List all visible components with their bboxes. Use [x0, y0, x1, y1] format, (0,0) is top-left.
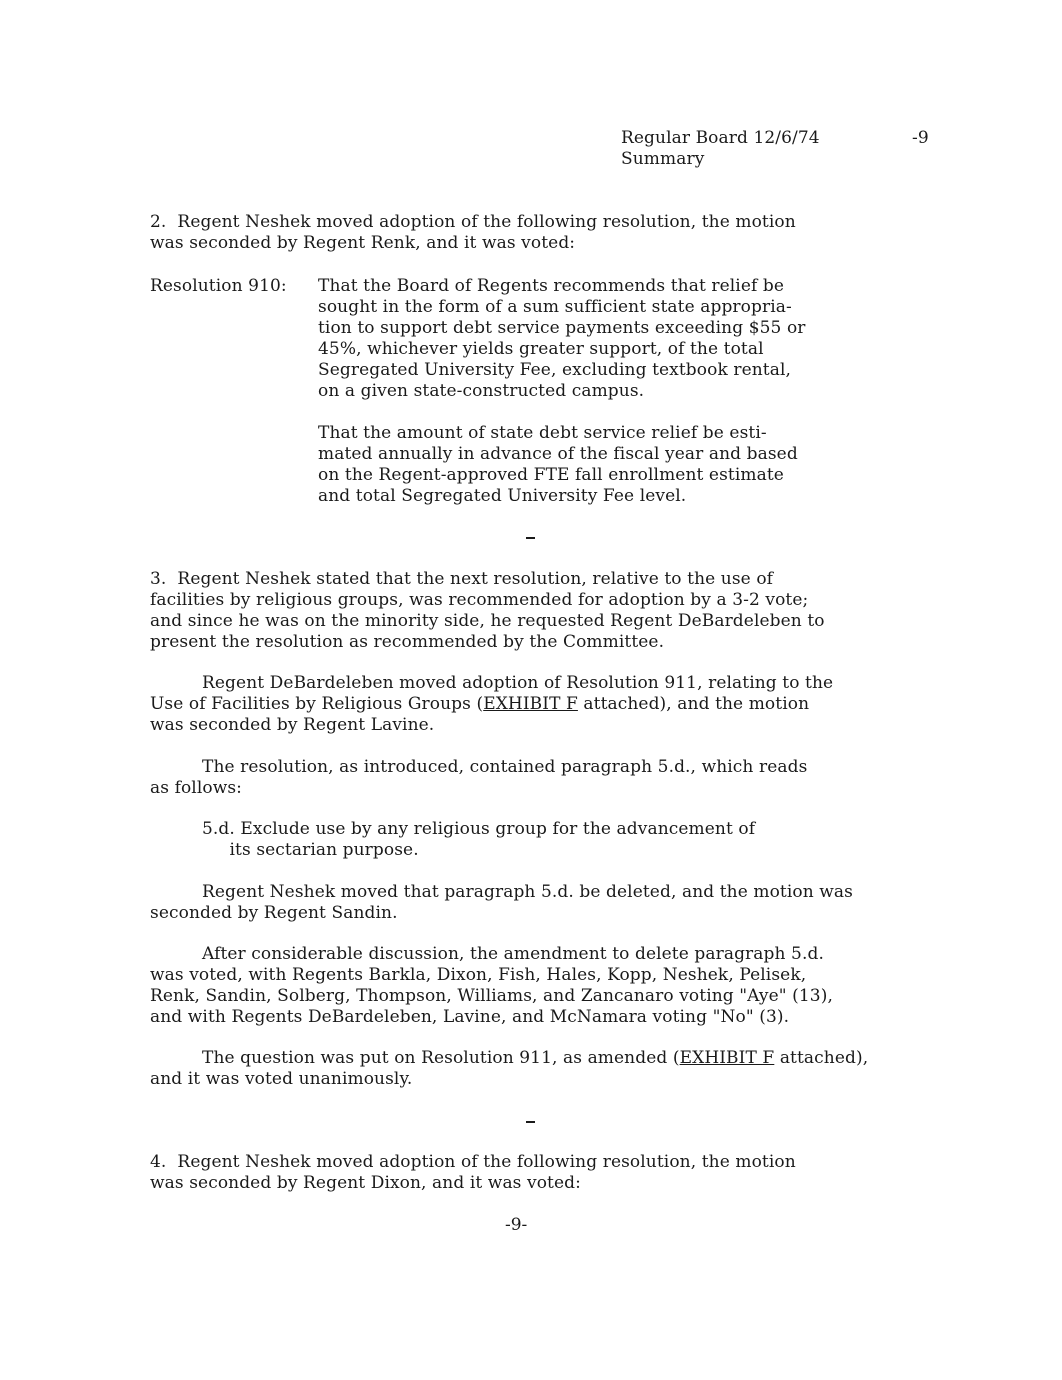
debardeleben-line-2-post: attached), and the motion — [577, 694, 810, 714]
resolution-910-p1-line-3: tion to support debt service payments exceeding $55 or — [318, 318, 806, 338]
resolution-910-p1-line-6: on a given state-constructed campus. — [318, 381, 645, 401]
exhibit-f-reference: EXHIBIT F — [483, 694, 578, 714]
question-line-2: and it was voted unanimously. — [150, 1069, 413, 1089]
resolution-910-p1-line-2: sought in the form of a sum sufficient state appropria- — [318, 297, 792, 317]
item-3-line-4: present the resolution as recommended by the Committee. — [150, 632, 665, 652]
footer-page-number: -9- — [505, 1215, 528, 1235]
paragraph-5d-line-1: 5.d. Exclude use by any religious group for the advancement of — [202, 819, 756, 839]
resolution-910-p1-line-4: 45%, whichever yields greater support, of the total — [318, 339, 764, 359]
delete-motion-line-2: seconded by Regent Sandin. — [150, 903, 398, 923]
exhibit-f-reference-2: EXHIBIT F — [679, 1048, 775, 1068]
item-3-line-2: facilities by religious groups, was recommended for adoption by a 3-2 vote; — [150, 590, 809, 610]
question-line-1-post: attached), — [774, 1048, 869, 1068]
discussion-line-4: and with Regents DeBardeleben, Lavine, and McNamara voting "No" (3). — [150, 1007, 790, 1027]
discussion-line-2: was voted, with Regents Barkla, Dixon, Fish, Hales, Kopp, Neshek, Pelisek, — [150, 965, 807, 985]
resolution-910-p2-line-2: mated annually in advance of the fiscal year and based — [318, 444, 798, 464]
resolution-910-label: Resolution 910: — [150, 276, 287, 296]
discussion-line-1: After considerable discussion, the amendment to delete paragraph 5.d. — [202, 944, 824, 964]
header-title: Regular Board 12/6/74 — [621, 128, 820, 148]
header-page-ref: -9 — [912, 128, 929, 148]
debardeleben-line-1: Regent DeBardeleben moved adoption of Resolution 911, relating to the — [202, 673, 834, 693]
paragraph-5d-line-2: its sectarian purpose. — [202, 840, 419, 860]
resolution-910-p2-line-1: That the amount of state debt service relief be esti- — [318, 423, 767, 443]
item-2-line-2: was seconded by Regent Renk, and it was voted: — [150, 233, 576, 253]
delete-motion-line-1: Regent Neshek moved that paragraph 5.d. be deleted, and the motion was — [202, 882, 853, 902]
item-4-line-1: 4. Regent Neshek moved adoption of the following resolution, the motion — [150, 1152, 796, 1172]
resolution-910-p1-line-1: That the Board of Regents recommends that relief be — [318, 276, 785, 296]
item-4-line-2: was seconded by Regent Dixon, and it was voted: — [150, 1173, 581, 1193]
item-2-line-1: 2. Regent Neshek moved adoption of the following resolution, the motion — [150, 212, 796, 232]
section-divider — [526, 537, 535, 539]
item-3-line-3: and since he was on the minority side, he requested Regent DeBardeleben to — [150, 611, 825, 631]
resolution-910-p2-line-4: and total Segregated University Fee level. — [318, 486, 687, 506]
debardeleben-line-3: was seconded by Regent Lavine. — [150, 715, 435, 735]
debardeleben-line-2-pre: Use of Facilities by Religious Groups ( — [150, 694, 484, 714]
question-line-1-pre: The question was put on Resolution 911, as amended ( — [202, 1048, 680, 1068]
discussion-line-3: Renk, Sandin, Solberg, Thompson, Williams, and Zancanaro voting "Aye" (13), — [150, 986, 833, 1006]
question-line-1 — [202, 1048, 868, 1069]
section-divider-2 — [526, 1121, 535, 1123]
item-3-line-1: 3. Regent Neshek stated that the next resolution, relative to the use of — [150, 569, 774, 589]
introduced-line-2: as follows: — [150, 778, 243, 798]
resolution-910-p1-line-5: Segregated University Fee, excluding textbook rental, — [318, 360, 791, 380]
header-subtitle: Summary — [621, 149, 705, 169]
resolution-910-p2-line-3: on the Regent-approved FTE fall enrollment estimate — [318, 465, 784, 485]
introduced-line-1: The resolution, as introduced, contained paragraph 5.d., which reads — [202, 757, 808, 777]
debardeleben-line-2 — [150, 694, 809, 715]
